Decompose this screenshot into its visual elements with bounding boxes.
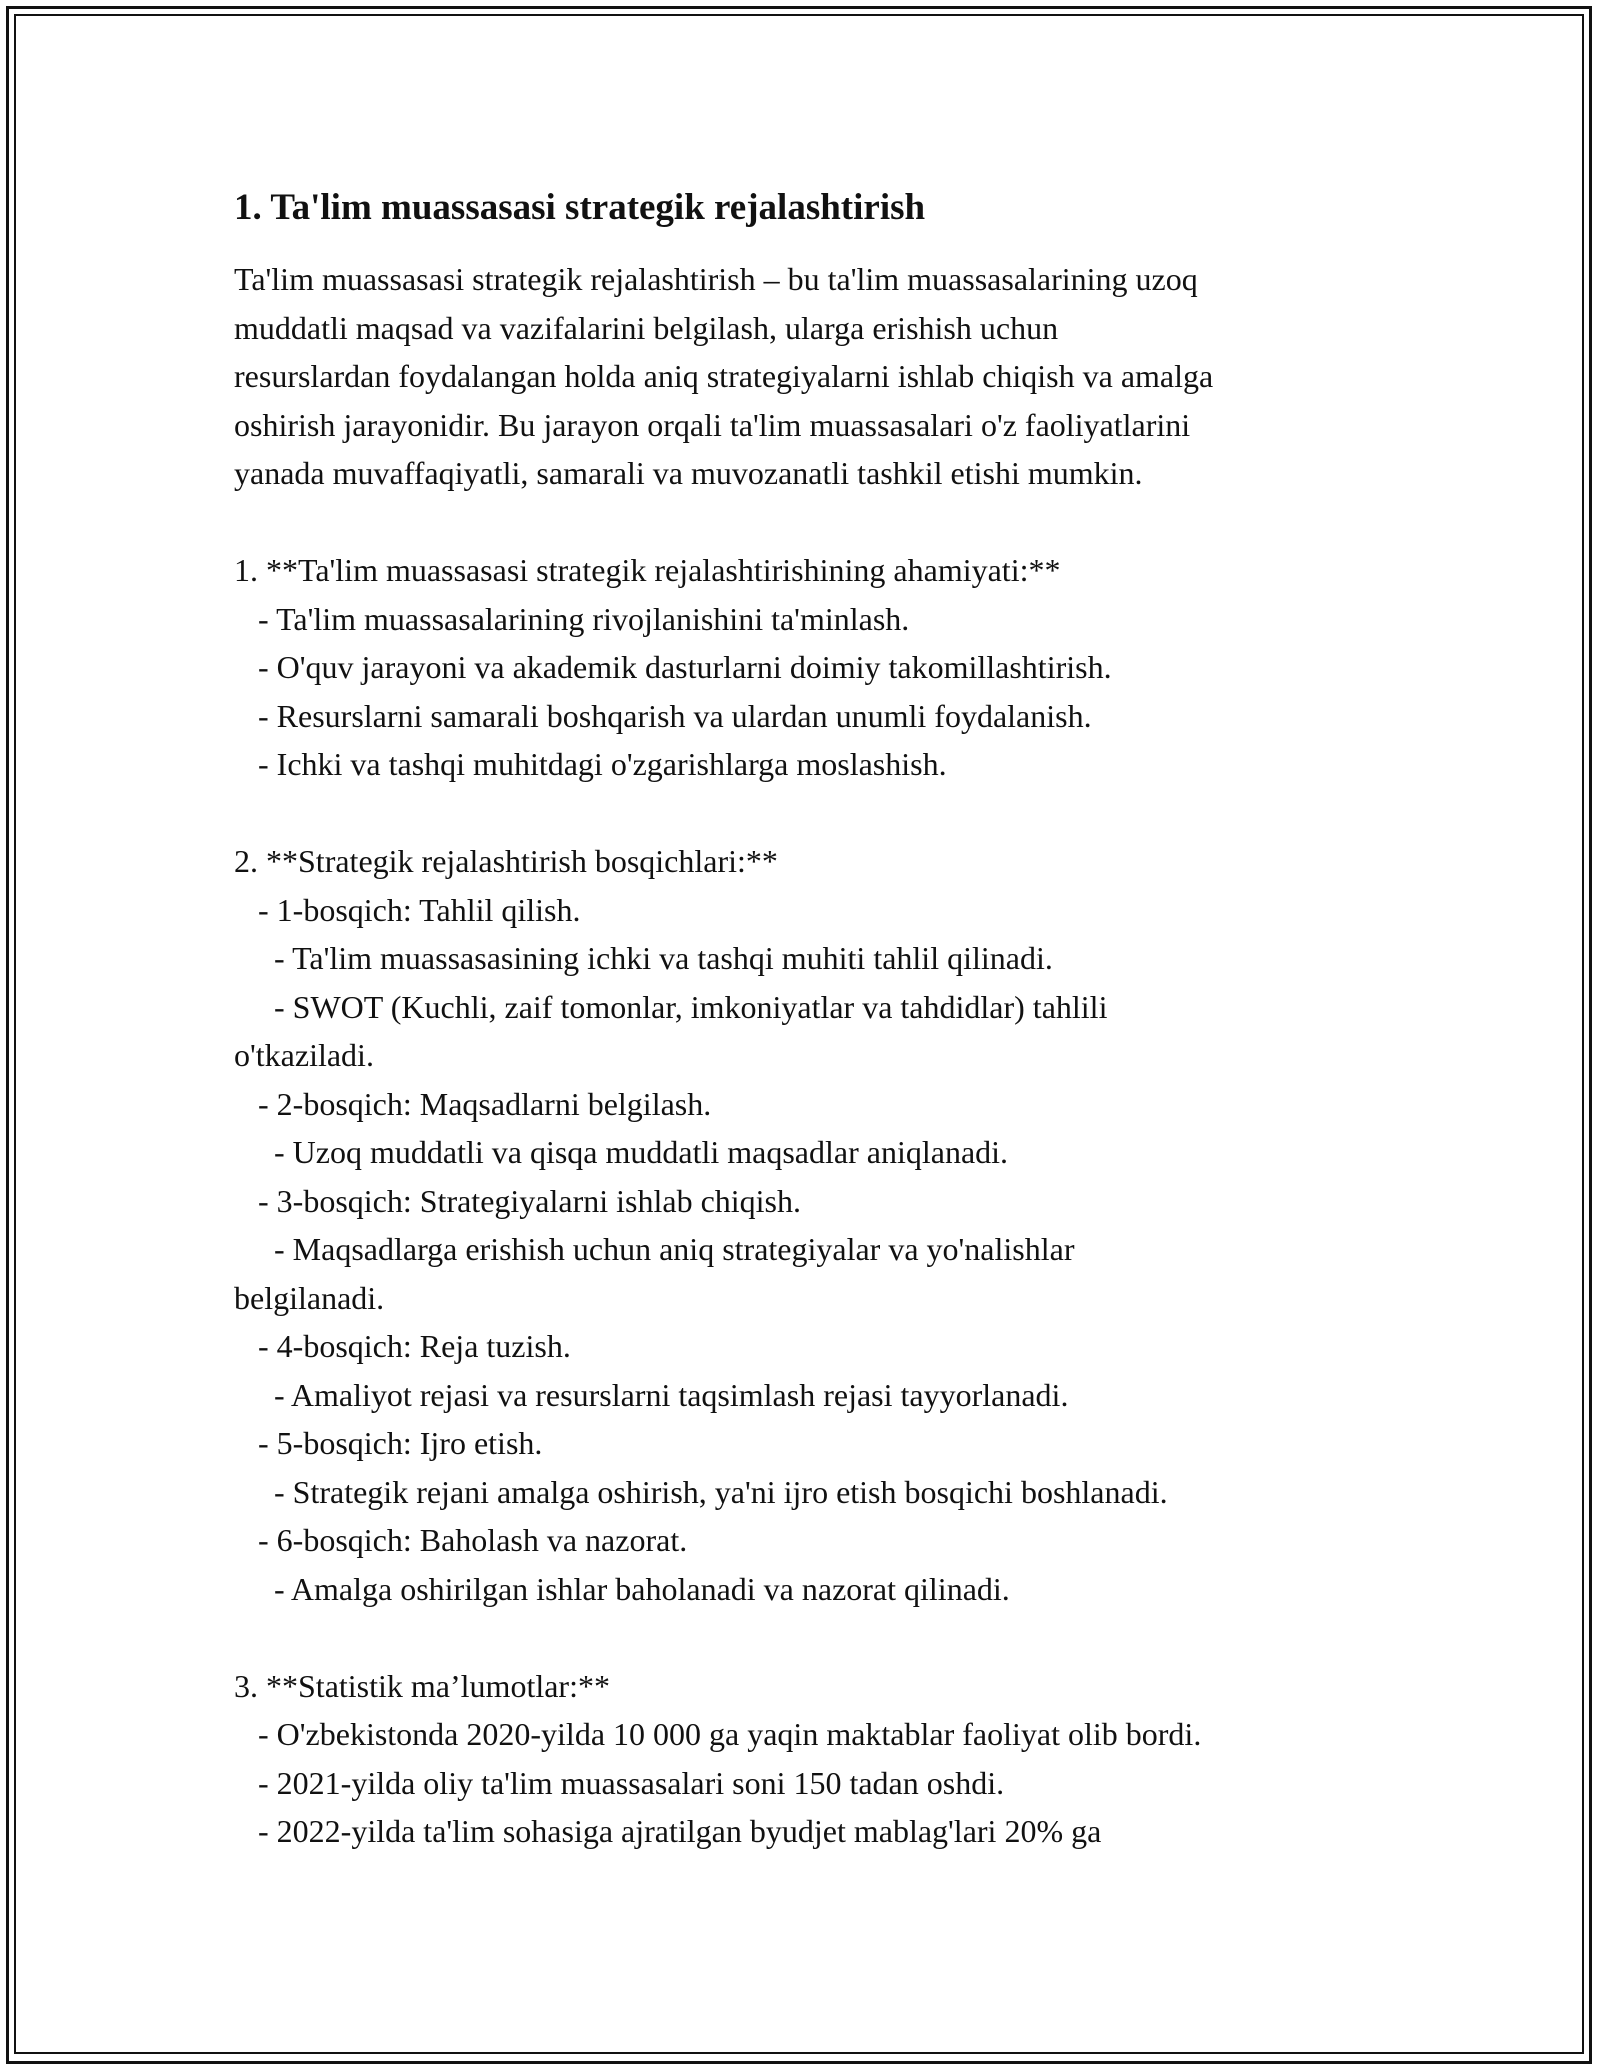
- list-item: - SWOT (Kuchli, zaif tomonlar, imkoniyatlar va tahdidlar) tahlili: [234, 988, 1108, 1025]
- list-item: - 5-bosqich: Ijro etish.: [234, 1425, 543, 1461]
- list-item: - Ichki va tashqi muhitdagi o'zgarishlarga moslashish.: [234, 746, 947, 782]
- list-item: - Ta'lim muassasasining ichki va tashqi muhiti tahlil qilinadi.: [234, 940, 1053, 976]
- list-item: - Ta'lim muassasalarining rivojlanishini ta'minlash.: [234, 600, 910, 637]
- section-title: 3. **Statistik ma’lumotlar:**: [234, 1667, 610, 1704]
- list-item: - 6-bosqich: Baholash va nazorat.: [234, 1522, 688, 1558]
- list-item: - O'zbekistonda 2020-yilda 10 000 ga yaqin maktablar faoliyat olib bordi.: [234, 1716, 1202, 1752]
- intro-paragraph: [234, 255, 1414, 498]
- intro-line: muddatli maqsad va vazifalarini belgilash, ularga erishish uchun: [234, 309, 1059, 346]
- blank-line: [234, 498, 1414, 547]
- list-item: - 3-bosqich: Strategiyalarni ishlab chiqish.: [234, 1182, 801, 1219]
- document-body: [234, 186, 1414, 1856]
- intro-line: Ta'lim muassasasi strategik rejalashtirish – bu ta'lim muassasalarining uzoq: [234, 261, 1198, 297]
- list-item: - Resurslarni samarali boshqarish va ulardan unumli foydalanish.: [234, 697, 1092, 734]
- list-item: - O'quv jarayoni va akademik dasturlarni doimiy takomillashtirish.: [234, 649, 1112, 685]
- section-statistics: [234, 1662, 1414, 1856]
- page-title: 1. Ta'lim muassasasi strategik rejalashtirish: [234, 187, 926, 228]
- list-item: - Uzoq muddatli va qisqa muddatli maqsadlar aniqlanadi.: [234, 1134, 1009, 1170]
- list-item: - Strategik rejani amalga oshirish, ya'ni ijro etish bosqichi boshlanadi.: [234, 1473, 1168, 1510]
- list-item: o'tkaziladi.: [234, 1037, 374, 1073]
- list-item: - 4-bosqich: Reja tuzish.: [234, 1328, 571, 1364]
- list-item: - Amalga oshirilgan ishlar baholanadi va nazorat qilinadi.: [234, 1570, 1010, 1607]
- intro-line: yanada muvaffaqiyatli, samarali va muvozanatli tashkil etishi mumkin.: [234, 455, 1143, 491]
- list-item: - 1-bosqich: Tahlil qilish.: [234, 891, 581, 928]
- intro-line: resurslardan foydalangan holda aniq strategiyalarni ishlab chiqish va amalga: [234, 358, 1214, 394]
- section-title: 1. **Ta'lim muassasasi strategik rejalashtirishining ahamiyati:**: [234, 552, 1061, 588]
- list-item: - 2022-yilda ta'lim sohasiga ajratilgan byudjet mablag'lari 20% ga: [234, 1813, 1102, 1849]
- list-item: - Amaliyot rejasi va resurslarni taqsimlash rejasi tayyorlanadi.: [234, 1376, 1069, 1413]
- list-item: - 2021-yilda oliy ta'lim muassasalari soni 150 tadan oshdi.: [234, 1764, 1005, 1801]
- list-item: belgilanadi.: [234, 1279, 385, 1316]
- list-item: - 2-bosqich: Maqsadlarni belgilash.: [234, 1085, 712, 1122]
- section-title: 2. **Strategik rejalashtirish bosqichlari:**: [234, 843, 778, 879]
- intro-line: oshirish jarayonidir. Bu jarayon orqali ta'lim muassasalari o'z faoliyatlarini: [234, 406, 1191, 443]
- list-item: - Maqsadlarga erishish uchun aniq strategiyalar va yo'nalishlar: [234, 1231, 1075, 1267]
- section-stages: [234, 837, 1414, 1613]
- section-importance: [234, 546, 1414, 789]
- blank-line: [234, 1613, 1414, 1662]
- blank-line: [234, 789, 1414, 838]
